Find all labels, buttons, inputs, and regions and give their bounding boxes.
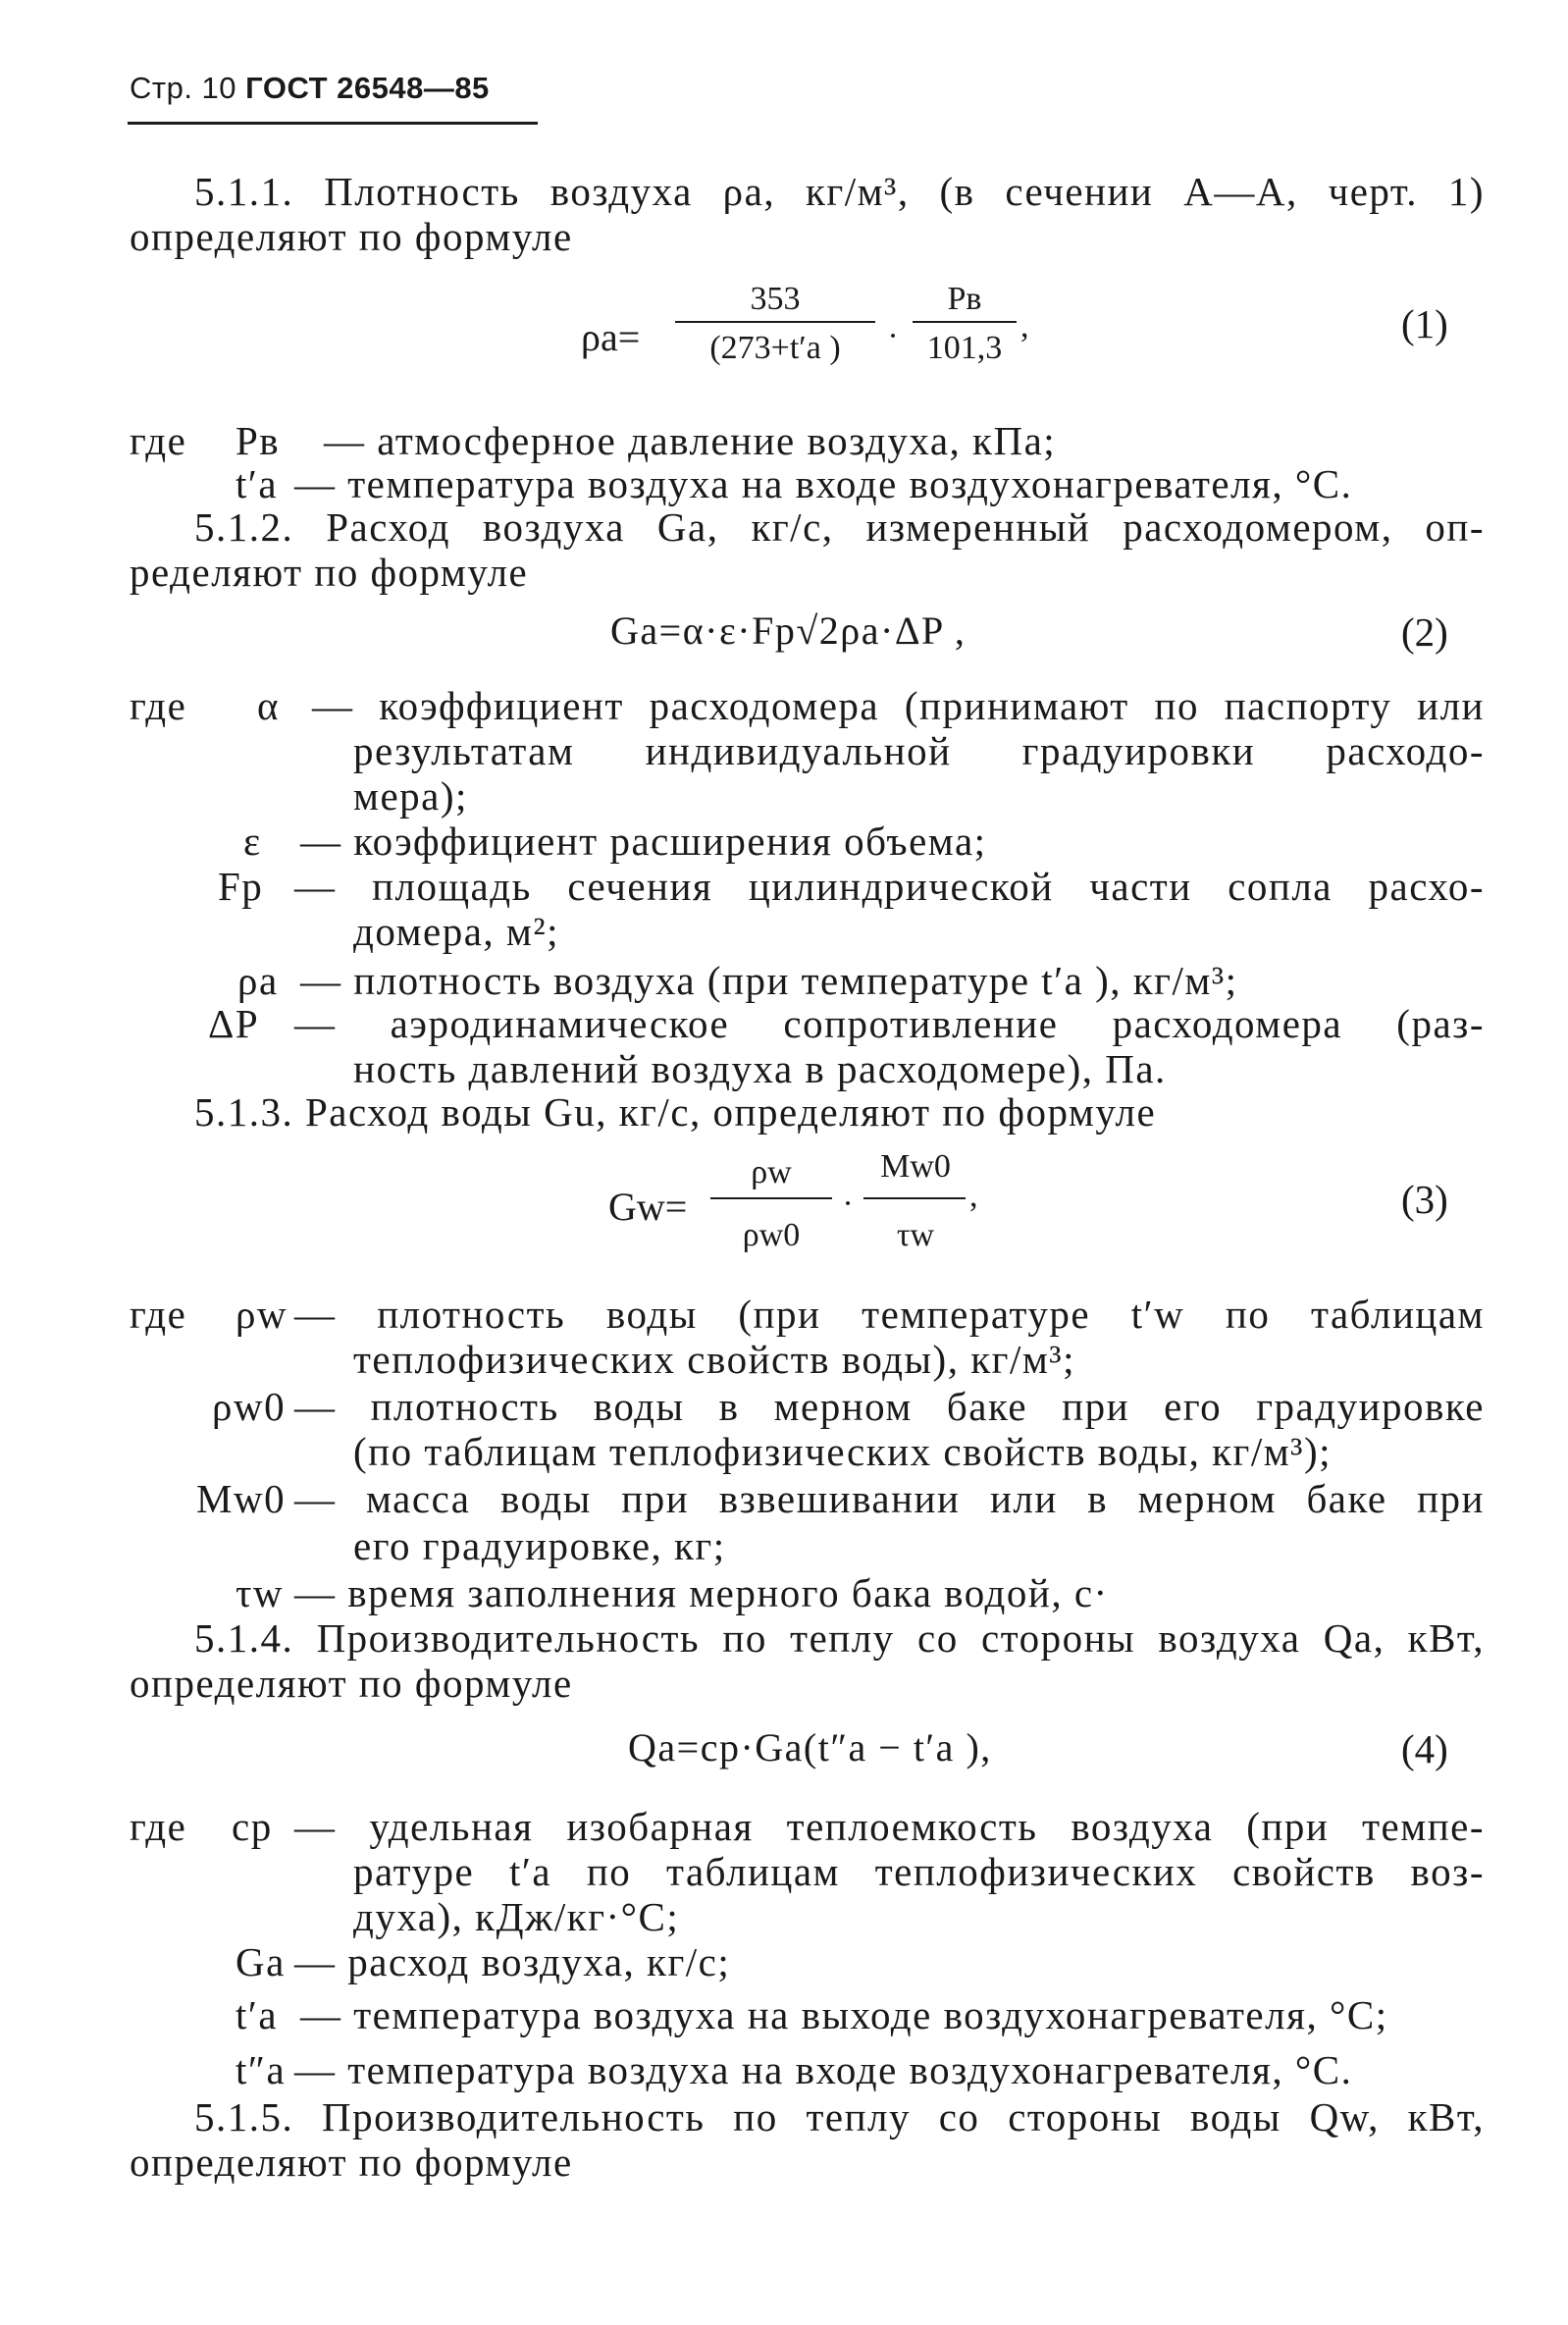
- s513-where-1-line-2: теплофизических свойств воды), кг/м³;: [353, 1337, 1075, 1382]
- s514-where-sym-4: t″a: [235, 2047, 287, 2092]
- s511-where-text-1: — атмосферное давление воздуха, кПа;: [324, 418, 1057, 463]
- page-header: [130, 71, 490, 106]
- s514-cont: определяют по формуле: [130, 1661, 573, 1706]
- s513-where-3-line-2: его градуировке, кг;: [353, 1523, 726, 1568]
- formula-2: Ga=α·ε·Fp√2ρa·ΔP ,: [610, 608, 967, 653]
- s513-where-4-line-1: — время заполнения мерного бака водой, с·: [294, 1570, 1109, 1615]
- s511-where-word: где: [130, 418, 187, 463]
- formula-1-dot: ·: [887, 318, 899, 354]
- formula-3-num2: Mw0: [880, 1148, 951, 1185]
- s512-where-sym-4: ρa: [237, 958, 279, 1003]
- page-number: Стр. 10: [130, 71, 237, 105]
- standard-code: ГОСТ 26548—85: [245, 71, 490, 105]
- s512-where-4-line-1: — плотность воздуха (при температуре t′a ), кг/м³;: [300, 958, 1238, 1003]
- formula-3-tail: ,: [969, 1178, 978, 1214]
- formula-4-number: (4): [1401, 1726, 1448, 1771]
- formula-1-bar2: [913, 321, 1017, 323]
- s514-where-3-line-1: — температура воздуха на выходе воздухонагревателя, °C;: [300, 1992, 1388, 2037]
- header-rule: [128, 122, 538, 125]
- s513-where-sym-2: ρw0: [212, 1384, 287, 1429]
- s512-where-5-line-1: — аэродинамическое сопротивление расходомера (раз-: [294, 1001, 1485, 1046]
- s511-cont: определяют по формуле: [130, 214, 573, 259]
- s513-where-3-line-1: — масса воды при взвешивании или в мерном баке при: [294, 1476, 1485, 1521]
- s512-where-sym-3: Fp: [218, 864, 264, 909]
- s513-where-2-line-1: — плотность воды в мерном баке при его градуировке: [294, 1384, 1485, 1429]
- formula-3-den1: ρw0: [742, 1217, 801, 1253]
- s513-heading: 5.1.3. Расход воды Gu, кг/с, определяют по формуле: [194, 1089, 1157, 1135]
- s512-where-1-line-3: мера);: [353, 773, 468, 819]
- s513-where-sym-1: ρw: [235, 1292, 288, 1337]
- s513-where-word: где: [130, 1292, 187, 1337]
- s512-where-3-line-2: домера, м²;: [353, 909, 560, 954]
- formula-1-num2: Pв: [947, 281, 982, 317]
- s512-where-5-line-2: ность давлений воздуха в расходомере), Па.: [353, 1046, 1167, 1091]
- formula-1-lhs: ρa=: [581, 315, 641, 359]
- s515-cont: определяют по формуле: [130, 2140, 573, 2185]
- s511-where-sym-2: t′a: [235, 461, 279, 506]
- formula-3-den2: τw: [896, 1217, 935, 1253]
- s514-where-4-line-1: — температура воздуха на входе воздухонагревателя, °C.: [294, 2047, 1353, 2092]
- s512-where-1-line-1: — коэффициент расходомера (принимают по паспорту или: [312, 683, 1485, 728]
- s514-where-1-line-1: — удельная изобарная теплоемкость воздуха (при темпе-: [294, 1804, 1485, 1849]
- formula-3-lhs: Gw=: [608, 1185, 688, 1229]
- formula-3-bar2: [863, 1197, 966, 1199]
- formula-3-num1: ρw: [751, 1154, 792, 1190]
- s512-where-sym-5: ΔP: [208, 1001, 260, 1046]
- formula-1-tail: ,: [1020, 308, 1029, 344]
- s514-where-sym-3: t′a: [235, 1992, 279, 2037]
- formula-1-num1: 353: [750, 281, 801, 317]
- s514-where-word: где: [130, 1804, 187, 1849]
- s513-where-1-line-1: — плотность воды (при температуре t′w по таблицам: [294, 1292, 1485, 1337]
- formula-3-bar1: [710, 1197, 832, 1199]
- s511-where-sym-1: Pв: [235, 418, 281, 463]
- s514-where-sym-2: Ga: [235, 1939, 286, 1984]
- s514-heading: 5.1.4. Производительность по теплу со стороны воздуха Qa, кВт,: [194, 1615, 1485, 1661]
- s514-where-1-line-3: духа), кДж/кг·°С;: [353, 1894, 680, 1939]
- formula-1-den2: 101,3: [926, 330, 1003, 366]
- s512-where-3-line-1: — площадь сечения цилиндрической части сопла расхо-: [294, 864, 1485, 909]
- s512-heading: 5.1.2. Расход воздуха Ga, кг/с, измеренный расходомером, оп-: [194, 504, 1485, 550]
- formula-2-number: (2): [1401, 609, 1448, 655]
- s511-heading: 5.1.1. Плотность воздуха ρa, кг/м³, (в сечении А—А, черт. 1): [194, 169, 1485, 214]
- s512-where-1-line-2: результатам индивидуальной градуировки расходо-: [353, 728, 1485, 773]
- s513-where-sym-3: Mw0: [196, 1476, 287, 1521]
- s512-where-sym-1: α: [257, 683, 280, 728]
- s515-heading: 5.1.5. Производительность по теплу со стороны воды Qw, кВт,: [194, 2094, 1485, 2140]
- formula-1-den1: (273+t′a ): [709, 330, 841, 366]
- s513-where-sym-4: τw: [235, 1570, 285, 1615]
- formula-3-number: (3): [1401, 1177, 1448, 1222]
- formula-3-dot: ·: [842, 1186, 854, 1222]
- formula-1-number: (1): [1401, 301, 1448, 346]
- s514-where-2-line-1: — расход воздуха, кг/с;: [294, 1939, 731, 1984]
- formula-4: Qa=cp·Ga(t″a − t′a ),: [628, 1725, 992, 1770]
- s512-cont: ределяют по формуле: [130, 550, 529, 595]
- s512-where-word: где: [130, 683, 187, 728]
- s514-where-1-line-2: ратуре t′a по таблицам теплофизических свойств воз-: [353, 1849, 1485, 1894]
- s513-where-2-line-2: (по таблицам теплофизических свойств воды, кг/м³);: [353, 1429, 1332, 1474]
- s512-where-sym-2: ε: [243, 819, 262, 864]
- s514-where-sym-1: cp: [232, 1804, 273, 1849]
- formula-1-bar1: [675, 321, 875, 323]
- s512-where-2-line-1: — коэффициент расширения объема;: [300, 819, 987, 864]
- s511-where-text-2: — температура воздуха на входе воздухонагревателя, °C.: [294, 461, 1353, 506]
